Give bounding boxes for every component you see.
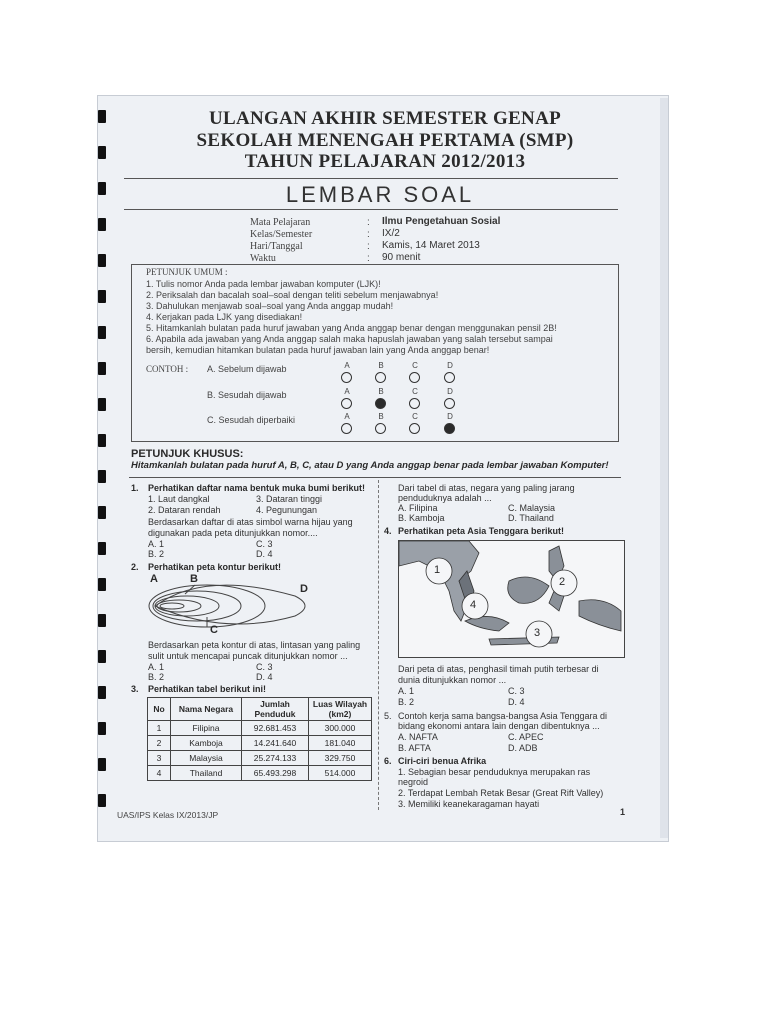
q6-item: negroid (398, 777, 429, 787)
meta-value-class: IX/2 (382, 228, 400, 239)
q3-option-c: C. Malaysia (508, 503, 556, 513)
q1-item: 3. Dataran tinggi (256, 494, 323, 504)
instruction-item: 5. Hitamkanlah bulatan pada huruf jawaban yang Anda anggap benar dengan menggunakan pensil 2B! (146, 323, 557, 333)
exam-title-line1: ULANGAN AKHIR SEMESTER GENAP (208, 108, 562, 129)
q1-option-d: D. 4 (256, 549, 273, 559)
q3-number: 3. (131, 684, 139, 694)
q2-option-a: A. 1 (148, 662, 165, 672)
answer-bubble-filled (375, 398, 386, 409)
contour-label-a: A (150, 573, 158, 585)
bubble-letter-d: D (447, 412, 453, 421)
q2-prompt: Perhatikan peta kontur berikut! (148, 562, 282, 572)
table-row (148, 766, 372, 781)
q4-option-b: B. 2 (398, 697, 415, 707)
q2-option-b: B. 2 (148, 672, 165, 682)
q1-option-b: B. 2 (148, 549, 165, 559)
q2-body: Berdasarkan peta kontur di atas, lintasan yang paling (148, 640, 361, 650)
q1-prompt: Perhatikan daftar nama bentuk muka bumi berikut! (148, 483, 366, 493)
q1-item: 1. Laut dangkal (148, 494, 210, 504)
paper-edge (660, 98, 668, 838)
map-label-3: 3 (534, 627, 541, 639)
answer-bubble-filled (444, 423, 455, 434)
table-cell: 65.493.298 (242, 766, 309, 781)
q5-option-b: B. AFTA (398, 743, 431, 753)
table-cell: 4 (148, 766, 171, 781)
page-number: 1 (620, 807, 626, 817)
exam-title-line3: TAHUN PELAJARAN 2012/2013 (244, 151, 526, 172)
table-cell: 14.241.640 (242, 736, 309, 751)
bubble-letter-a: A (344, 412, 350, 421)
spiral-binding (98, 110, 108, 830)
example-label: CONTOH : (146, 364, 189, 374)
answer-bubble-empty (375, 372, 386, 383)
table-cell: 92.681.453 (242, 721, 309, 736)
q3-option-d: D. Thailand (508, 513, 554, 523)
example-c-text: C. Sesudah diperbaiki (207, 415, 296, 425)
map-label-4: 4 (470, 599, 477, 611)
q6-number: 6. (384, 756, 392, 766)
meta-label-subject: Mata Pelajaran (250, 217, 311, 228)
header-rule (124, 178, 618, 179)
q2-option-c: C. 3 (256, 662, 273, 672)
q5-option-d: D. ADB (508, 743, 538, 753)
column-divider (378, 480, 379, 810)
exam-title-line2: SEKOLAH MENENGAH PERTAMA (SMP) (196, 130, 574, 151)
meta-sep: : (367, 241, 370, 252)
table-header-row (148, 698, 372, 721)
meta-sep: : (367, 229, 370, 240)
q1-body: Berdasarkan daftar di atas simbol warna hijau yang (148, 517, 353, 527)
general-instructions-list (146, 279, 616, 356)
meta-label-class: Kelas/Semester (250, 229, 313, 240)
bubble-letter-c: C (412, 361, 418, 370)
q3-option-a: A. Filipina (398, 503, 438, 513)
answer-bubble-empty (409, 398, 420, 409)
answer-bubble-empty (444, 372, 455, 383)
southeast-asia-map (398, 540, 625, 658)
answer-bubble-empty (375, 423, 386, 434)
instruction-item: 6. Apabila ada jawaban yang Anda anggap salah maka hapuslah jawaban yang salah tersebut sampai (146, 334, 553, 344)
q6-prompt: Ciri-ciri benua Afrika (398, 756, 487, 766)
q4-option-d: D. 4 (508, 697, 525, 707)
instruction-item: 3. Dahulukan menjawab soal–soal yang Anda anggap mudah! (146, 301, 394, 311)
example-a-text: A. Sebelum dijawab (207, 364, 287, 374)
table-row (148, 736, 372, 751)
example-b-text: B. Sesudah dijawab (207, 390, 287, 400)
q1-number: 1. (131, 483, 139, 493)
bubble-letter-d: D (447, 361, 453, 370)
instruction-item: 2. Periksalah dan bacalah soal–soal dengan teliti sebelum menjawabnya! (146, 290, 439, 300)
table-cell: 514.000 (309, 766, 372, 781)
section-rule (129, 477, 621, 478)
special-instructions-heading: PETUNJUK KHUSUS: (131, 448, 244, 460)
q6-item: 1. Sebagian besar penduduknya merupakan ras (398, 767, 591, 777)
table-row (148, 751, 372, 766)
q4-prompt: Perhatikan peta Asia Tenggara berikut! (398, 526, 565, 536)
q3-prompt: Perhatikan tabel berikut ini! (148, 684, 267, 694)
table-row (148, 721, 372, 736)
contour-label-b: B (190, 573, 198, 585)
map-drawing (399, 541, 624, 657)
meta-value-time: 90 menit (382, 252, 421, 263)
answer-bubble-empty (409, 372, 420, 383)
meta-label-date: Hari/Tanggal (250, 241, 303, 252)
bubble-letter-b: B (378, 361, 384, 370)
map-label-2: 2 (559, 576, 566, 588)
q6-item: 3. Memiliki keanekaragaman hayati (398, 799, 540, 809)
q5-option-c: C. APEC (508, 732, 544, 742)
bubble-letter-d: D (447, 387, 453, 396)
q5-option-a: A. NAFTA (398, 732, 438, 742)
table-header: Jumlah Penduduk (242, 698, 309, 721)
contour-label-d: D (300, 583, 308, 595)
q2-body: sulit untuk mencapai puncak ditunjukkan nomor ... (148, 651, 348, 661)
bubble-letter-b: B (378, 412, 384, 421)
q3-option-b: B. Kamboja (398, 513, 445, 523)
instruction-item: bersih, kemudian hitamkan bulatan pada huruf jawaban lain yang Anda anggap benar! (146, 345, 490, 355)
q4-body: dunia ditunjukkan nomor ... (398, 675, 507, 685)
contour-label-c: C (210, 624, 218, 636)
instruction-item: 1. Tulis nomor Anda pada lembar jawaban komputer (LJK)! (146, 279, 381, 289)
q1-option-a: A. 1 (148, 539, 165, 549)
bubble-letter-b: B (378, 387, 384, 396)
sheet-title-rule (124, 209, 618, 210)
table-header: Luas Wilayah (km2) (309, 698, 372, 721)
table-cell: Filipina (171, 721, 242, 736)
table-cell: 1 (148, 721, 171, 736)
bubble-letter-a: A (344, 387, 350, 396)
table-cell: Thailand (171, 766, 242, 781)
general-instructions-heading: PETUNJUK UMUM : (146, 267, 228, 277)
q4-option-a: A. 1 (398, 686, 415, 696)
table-cell: 25.274.133 (242, 751, 309, 766)
special-instructions-text: Hitamkanlah bulatan pada huruf A, B, C, atau D yang Anda anggap benar pada lembar jawaban Komputer! (131, 460, 609, 471)
answer-bubble-empty (444, 398, 455, 409)
table-cell: 2 (148, 736, 171, 751)
q1-item: 4. Pegunungan (256, 505, 318, 515)
table-cell: 329.750 (309, 751, 372, 766)
meta-value-subject: Ilmu Pengetahuan Sosial (382, 216, 501, 227)
meta-sep: : (367, 253, 370, 264)
table-cell: 3 (148, 751, 171, 766)
q2-option-d: D. 4 (256, 672, 273, 682)
q4-option-c: C. 3 (508, 686, 525, 696)
answer-bubble-empty (341, 423, 352, 434)
contour-map (145, 572, 325, 637)
sheet-title: LEMBAR SOAL (285, 182, 475, 207)
table-header: Nama Negara (171, 698, 242, 721)
meta-sep: : (367, 217, 370, 228)
bubble-letter-c: C (412, 412, 418, 421)
q2-number: 2. (131, 562, 139, 572)
meta-label-time: Waktu (250, 253, 276, 264)
q1-item: 2. Dataran rendah (148, 505, 221, 515)
q3-continued: Dari tabel di atas, negara yang paling jarang (398, 483, 575, 493)
table-cell: 181.040 (309, 736, 372, 751)
q1-option-c: C. 3 (256, 539, 273, 549)
meta-value-date: Kamis, 14 Maret 2013 (382, 240, 480, 251)
table-cell: Kamboja (171, 736, 242, 751)
q1-body: digunakan pada peta ditunjukkan nomor.... (148, 528, 318, 538)
q4-body: Dari peta di atas, penghasil timah putih terbesar di (398, 664, 599, 674)
instruction-item: 4. Kerjakan pada LJK yang disediakan! (146, 312, 303, 322)
q5-number: 5. (384, 711, 392, 721)
table-cell: Malaysia (171, 751, 242, 766)
q5-body: bidang ekonomi antara lain dengan dibentuknya ... (398, 721, 600, 731)
population-table (147, 697, 372, 781)
table-header: No (148, 698, 171, 721)
q6-item: 2. Terdapat Lembah Retak Besar (Great Rift Valley) (398, 788, 604, 798)
table-cell: 300.000 (309, 721, 372, 736)
q5-body: Contoh kerja sama bangsa-bangsa Asia Tenggara di (398, 711, 607, 721)
answer-bubble-empty (409, 423, 420, 434)
q4-number: 4. (384, 526, 392, 536)
bubble-letter-a: A (344, 361, 350, 370)
answer-bubble-empty (341, 372, 352, 383)
map-label-1: 1 (434, 564, 441, 576)
q3-continued: penduduknya adalah ... (398, 493, 492, 503)
bubble-letter-c: C (412, 387, 418, 396)
footer-code: UAS/IPS Kelas IX/2013/JP (117, 810, 219, 820)
answer-bubble-empty (341, 398, 352, 409)
